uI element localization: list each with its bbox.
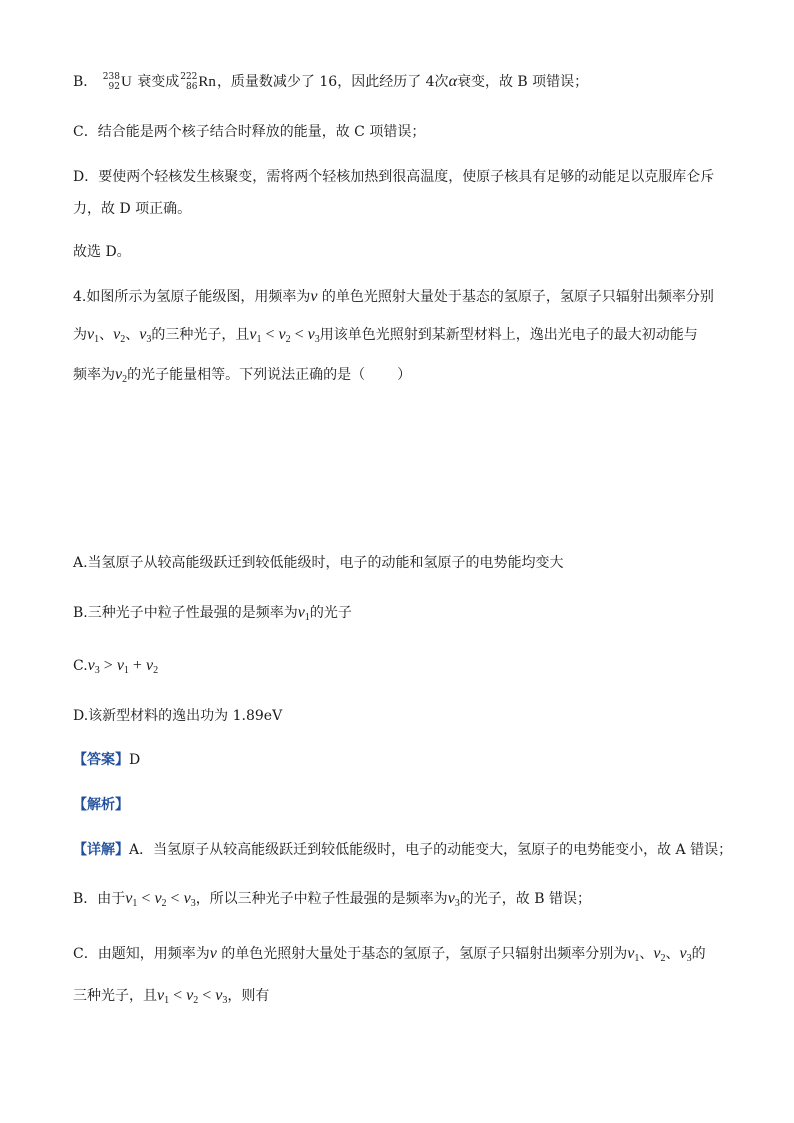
inequality: ν1 < ν2 < ν3 — [125, 890, 196, 909]
text: ，质量数减少了 16，因此经历了 4次 — [216, 74, 449, 90]
inequality: ν1 < ν2 < ν3 — [249, 326, 320, 345]
text: C. — [73, 658, 88, 674]
detail-c-line-1 — [73, 944, 706, 969]
separator: 、 — [639, 946, 654, 962]
nu2-symbol: ν2 — [113, 326, 126, 345]
text: ） — [397, 367, 412, 383]
nu2-symbol: ν2 — [115, 366, 128, 385]
nu1-symbol: ν1 — [87, 326, 100, 345]
nu-symbol: ν — [310, 288, 318, 305]
text: 的光子，故 B 错误； — [459, 891, 591, 907]
text: B.三种光子中粒子性最强的是频率为 — [73, 605, 298, 621]
separator: 、 — [665, 946, 680, 962]
separator: 、 — [125, 327, 140, 343]
text: B．由于 — [73, 891, 126, 907]
detail-b-line — [73, 889, 591, 914]
detail-c-line-2 — [73, 986, 269, 1011]
choice-conclusion: 故选 D。 — [73, 244, 131, 260]
text: 频率为 — [73, 367, 115, 383]
nu1-symbol: ν1 — [627, 945, 640, 964]
mass-number: 222 — [180, 72, 198, 82]
analysis-label: 【解析】 — [73, 797, 129, 813]
text: 三种光子，且 — [73, 988, 157, 1004]
nu1-symbol: ν1 — [297, 604, 310, 623]
inequality: ν1 < ν2 < ν3 — [157, 987, 228, 1006]
text: 的 — [691, 946, 706, 962]
text: 用该单色光照射到某新型材料上，逸出光电子的最大初动能与 — [319, 327, 698, 343]
text: 4.如图所示为氢原子能级图，用频率为 — [73, 289, 311, 305]
question-4-line-2 — [73, 325, 698, 350]
atomic-number: 92 — [108, 82, 120, 92]
nu3-symbol: ν3 — [139, 326, 152, 345]
option-a: A.当氢原子从较高能级跃迁到较低能级时，电子的动能和氢原子的电势能均变大 — [73, 555, 564, 571]
text: 衰变成 — [132, 74, 180, 90]
solution-line-d-cont: 力，故 D 项正确。 — [73, 201, 192, 217]
separator: 、 — [99, 327, 114, 343]
analysis-line — [73, 795, 129, 815]
detail-label: 【详解】 — [73, 842, 129, 858]
detail-a-line — [73, 840, 732, 860]
alpha-symbol: α — [448, 73, 457, 90]
text: ，所以三种光子中粒子性最强的是频率为 — [195, 891, 448, 907]
answer-label: 【答案】 — [73, 752, 129, 768]
radon-nuclide — [180, 72, 216, 92]
question-4-line-3 — [73, 365, 411, 390]
text: 的三种光子，且 — [151, 327, 250, 343]
text: 的单色光照射大量处于基态的氢原子，氢原子只辐射出频率分别 — [317, 289, 714, 305]
text: A．当氢原子从较高能级跃迁到较低能级时，电子的动能变大，氢原子的电势能变小，故 A 错误； — [129, 842, 733, 858]
text: 的光子能量相等。下列说法正确的是（ — [127, 367, 366, 383]
uranium-nuclide — [103, 72, 132, 92]
text: 为 — [73, 327, 87, 343]
text: ，则有 — [227, 988, 270, 1004]
text: 衰变，故 B 项错误； — [456, 74, 589, 90]
nu3-symbol: ν3 — [447, 890, 460, 909]
solution-line-b — [73, 72, 588, 92]
answer-value: D — [129, 752, 141, 768]
element-symbol: U — [120, 74, 132, 90]
question-4-line-1 — [73, 287, 714, 307]
solution-line-c: C．结合能是两个核子结合时释放的能量，故 C 项错误； — [73, 124, 426, 140]
solution-line-d: D．要使两个轻核发生核聚变，需将两个轻核加热到很高温度，使原子核具有足够的动能足以克服库仑斥 — [73, 169, 715, 185]
text: 的单色光照射大量处于基态的氢原子，氢原子只辐射出频率分别为 — [216, 946, 628, 962]
text: 的光子 — [309, 605, 352, 621]
option-d: D.该新型材料的逸出功为 1.89eV — [73, 708, 283, 724]
nu-symbol: ν — [209, 945, 217, 962]
inequality: ν3 > ν1 + ν2 — [87, 657, 159, 676]
nu2-symbol: ν2 — [653, 945, 666, 964]
option-c — [73, 656, 158, 681]
nu3-symbol: ν3 — [679, 945, 692, 964]
text: C．由题知，用频率为 — [73, 946, 210, 962]
atomic-number: 86 — [185, 82, 198, 92]
answer-line — [73, 750, 140, 770]
text: B． — [73, 74, 98, 90]
option-b — [73, 603, 352, 628]
element-symbol: Rn — [198, 74, 216, 90]
mass-number: 238 — [102, 72, 120, 82]
